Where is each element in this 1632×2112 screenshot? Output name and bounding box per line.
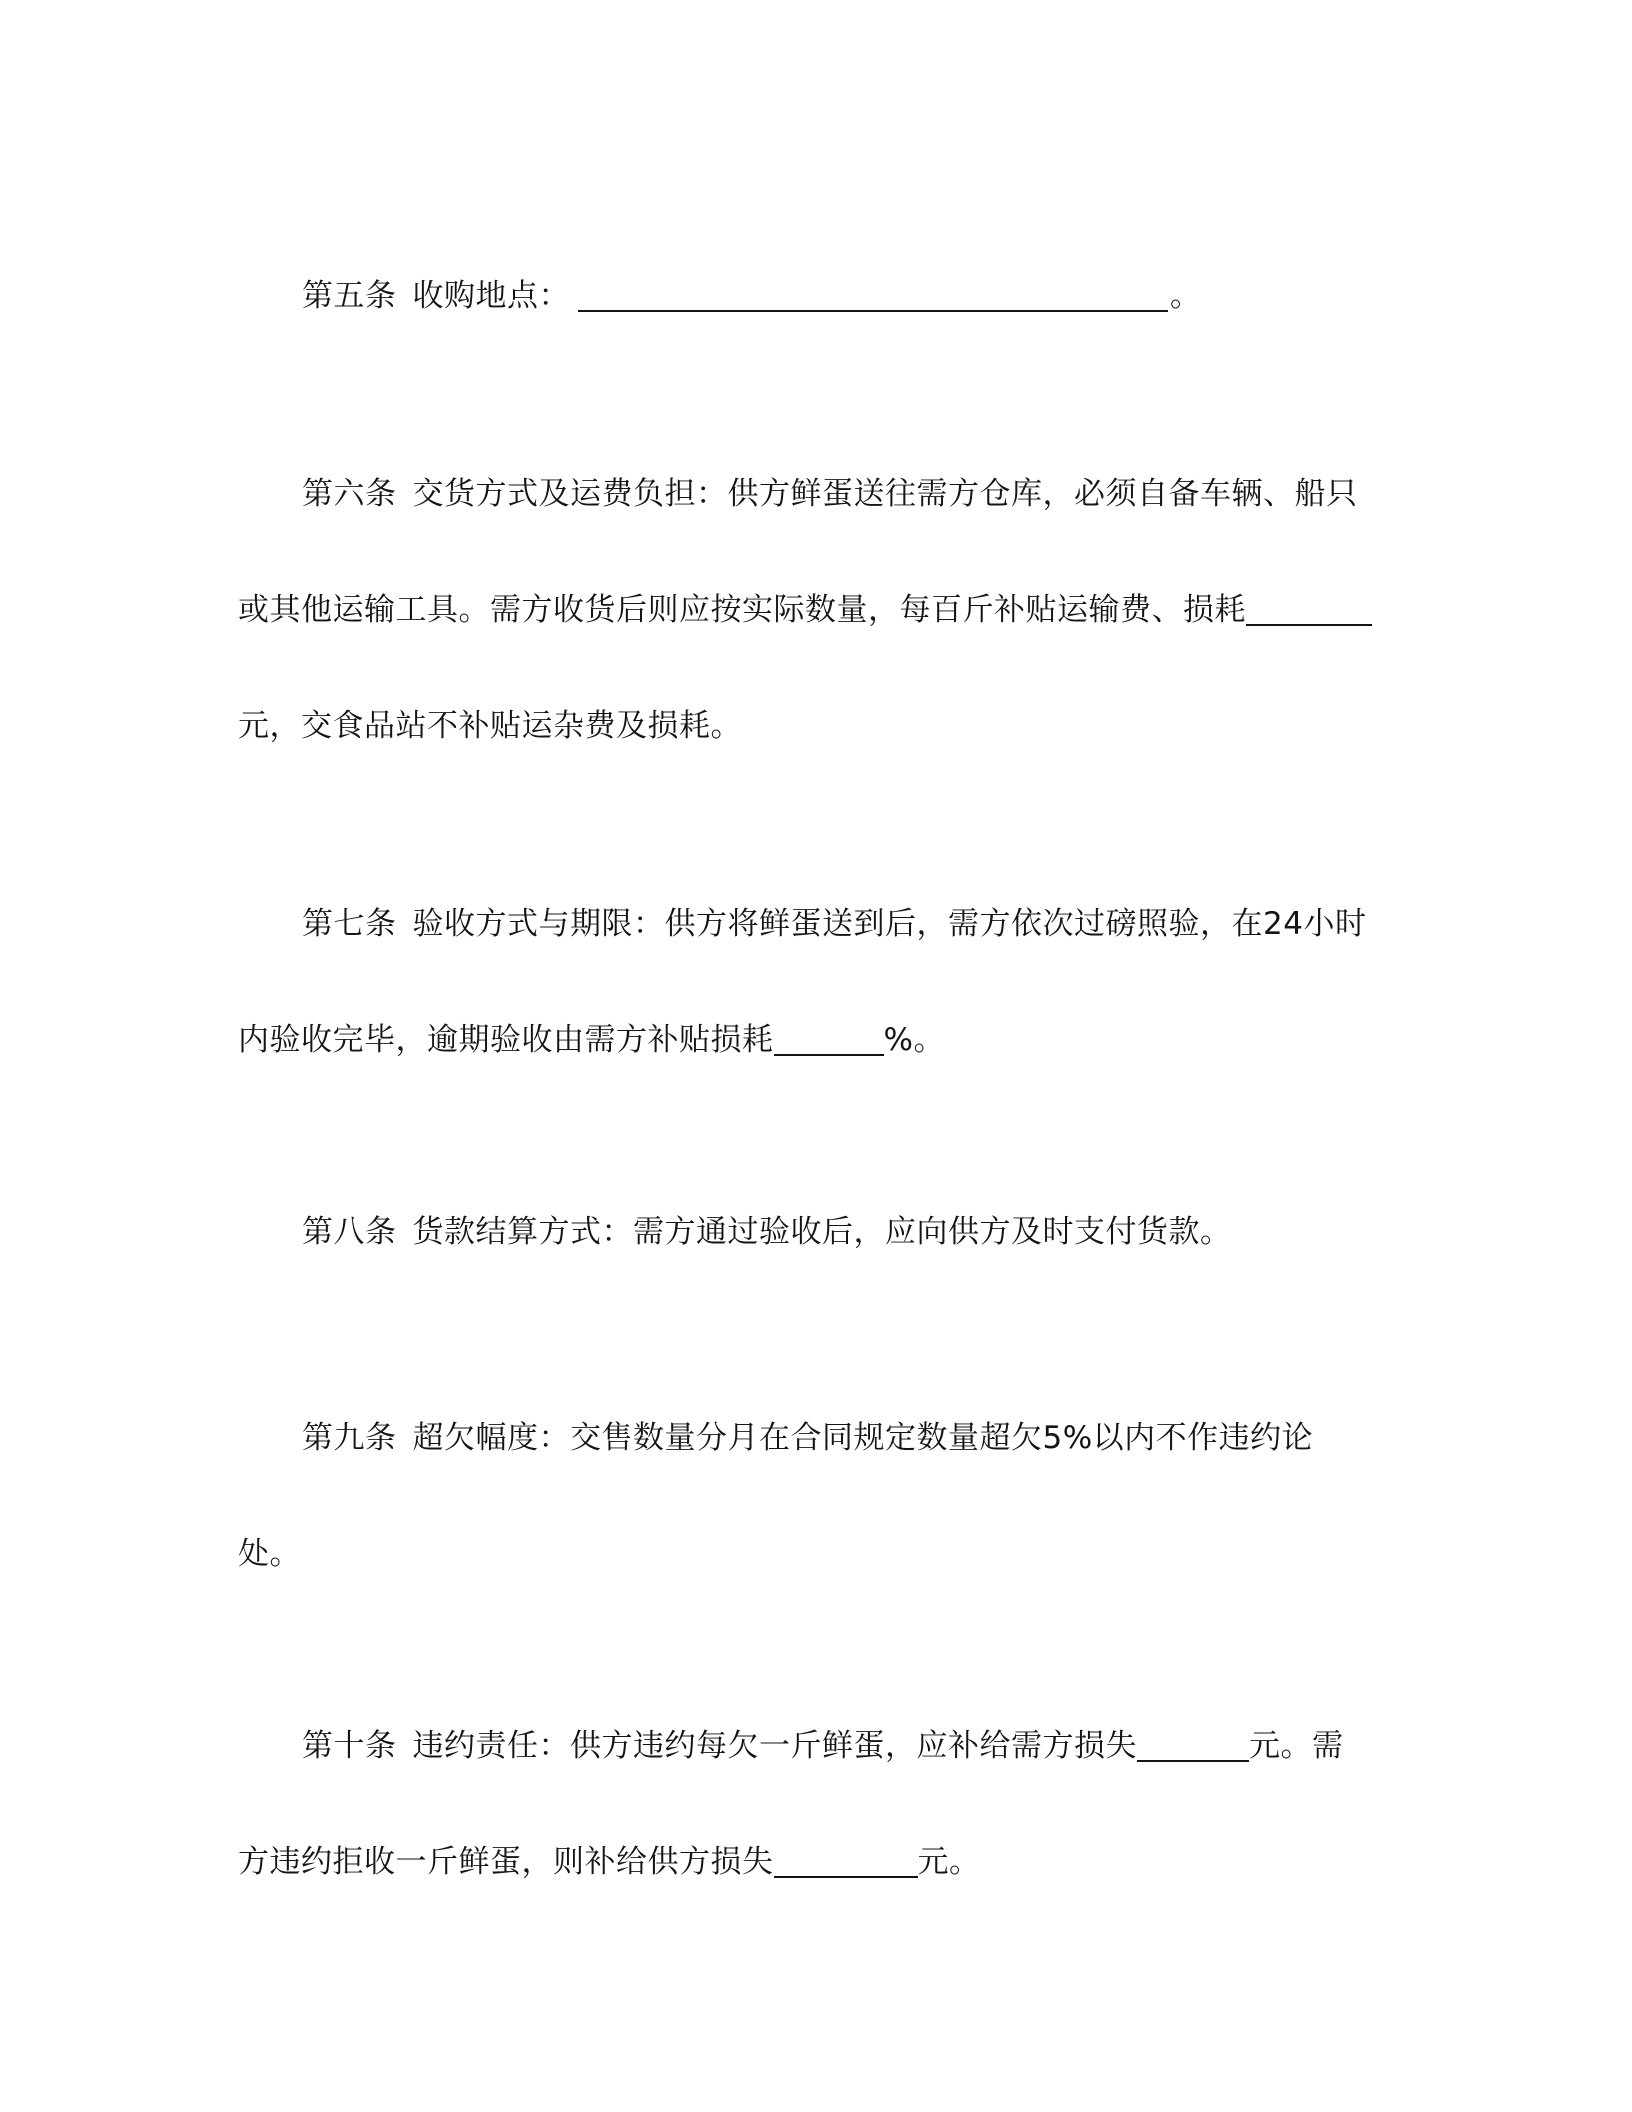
article-9-text-2: 处。 (238, 1536, 301, 1572)
blank-field-loss-percent[interactable] (774, 1020, 884, 1056)
article-7-line-2 (0, 1020, 1632, 1060)
article-6-line-3 (0, 706, 1632, 746)
article-10-line-2 (0, 1842, 1632, 1882)
article-5-line-1 (0, 276, 1632, 316)
article-6-number: 第六条 (302, 476, 397, 512)
blank-field-location[interactable] (578, 276, 1168, 312)
article-5-end: 。 (1170, 278, 1202, 314)
blank-field-buyer-penalty[interactable] (774, 1842, 918, 1878)
article-9-text-1: 超欠幅度：交售数量分月在合同规定数量超欠5%以内不作违约论 (412, 1420, 1314, 1456)
article-10-text-1: 违约责任：供方违约每欠一斤鲜蛋，应补给需方损失 (412, 1728, 1137, 1764)
article-10-text-2: 方违约拒收一斤鲜蛋，则补给供方损失 (238, 1844, 774, 1880)
article-6-text-1: 交货方式及运费负担：供方鲜蛋送往需方仓库，必须自备车辆、船只 (412, 476, 1358, 512)
article-8-line-1 (0, 1212, 1632, 1252)
article-8-number: 第八条 (302, 1214, 397, 1250)
article-7-text-2-end: %。 (883, 1022, 945, 1058)
article-8-text: 货款结算方式：需方通过验收后，应向供方及时支付货款。 (412, 1214, 1232, 1250)
blank-field-supplier-penalty[interactable] (1137, 1726, 1249, 1762)
article-7-text-2: 内验收完毕，逾期验收由需方补贴损耗 (238, 1022, 774, 1058)
article-7-line-1 (0, 904, 1632, 944)
article-6-line-2 (0, 590, 1632, 630)
article-6-text-3: 元，交食品站不补贴运杂费及损耗。 (238, 708, 742, 744)
article-10-text-1-end: 元。需 (1249, 1728, 1344, 1764)
article-6-text-2: 或其他运输工具。需方收货后则应按实际数量，每百斤补贴运输费、损耗 (238, 592, 1246, 628)
article-10-line-1 (0, 1726, 1632, 1766)
article-7-text-1: 验收方式与期限：供方将鲜蛋送到后，需方依次过磅照验，在24小时 (412, 906, 1367, 942)
article-9-number: 第九条 (302, 1420, 397, 1456)
article-10-text-2-end: 元。 (917, 1844, 981, 1880)
article-10-number: 第十条 (302, 1728, 397, 1764)
article-5-text: 收购地点： (412, 278, 570, 314)
blank-field-subsidy[interactable] (1246, 590, 1372, 626)
article-7-number: 第七条 (302, 906, 397, 942)
article-5-number: 第五条 (302, 278, 397, 314)
article-9-line-1 (0, 1418, 1632, 1458)
article-9-line-2 (0, 1534, 1632, 1574)
article-6-line-1 (0, 474, 1632, 514)
